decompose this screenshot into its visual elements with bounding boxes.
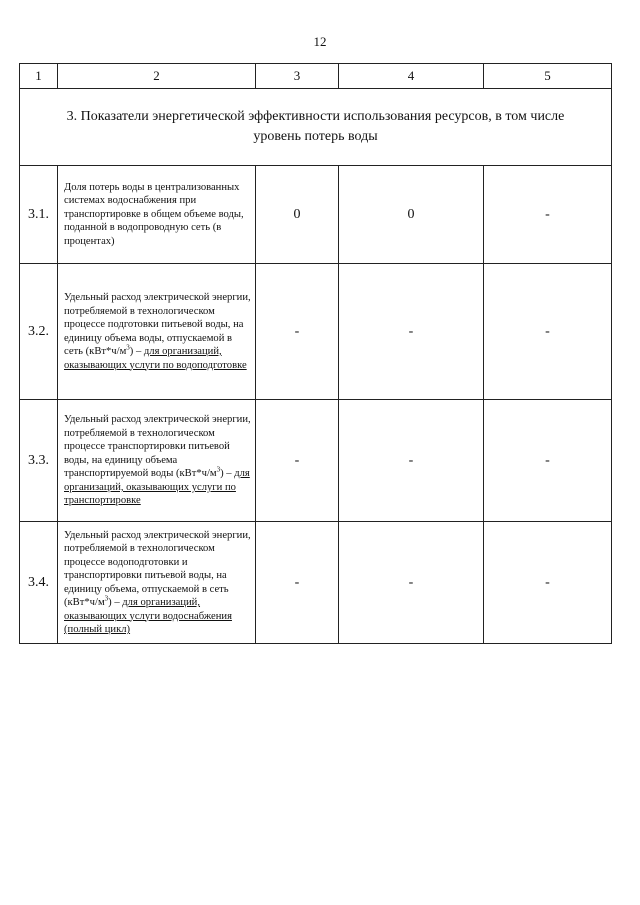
table-row <box>20 400 612 522</box>
table-row <box>20 522 612 644</box>
header-cell-1: 1 <box>20 64 58 89</box>
page-number: 12 <box>313 34 327 49</box>
indicators-table <box>19 63 612 644</box>
header-cell-2: 2 <box>58 64 256 89</box>
section-title <box>20 89 612 166</box>
table-row <box>20 264 612 400</box>
value-col-5: - <box>484 166 612 264</box>
value-col-3: - <box>256 264 339 400</box>
description-text: Удельный расход электрической энергии, потребляемой в технологическом процессе подготовки питьевой воды, на единицу объема воды, отпускаемой в сеть (кВт*ч/м <box>64 292 251 357</box>
header-row <box>20 64 612 89</box>
row-description <box>58 264 256 400</box>
section-title-line-2: уровень потерь воды <box>253 129 378 144</box>
value-col-4: - <box>339 400 484 522</box>
header-cell-3: 3 <box>256 64 339 89</box>
section-title-line-1: 3. Показатели энергетической эффективности использования ресурсов, в том числе <box>66 109 565 124</box>
description-dash: ) – <box>220 468 235 480</box>
description-text: Удельный расход электрической энергии, потребляемой в технологическом процессе водоподготовки и транспортировки питьевой воды, на единицу объема, отпускаемой в сеть (кВт*ч/м <box>64 529 251 608</box>
row-description <box>58 166 256 264</box>
row-number: 3.3. <box>20 400 58 522</box>
description-text: Доля потерь воды в централизованных системах водоснабжения при транспортировке в общем объеме воды, поданной в водопроводную сеть (в процентах) <box>64 181 244 247</box>
header-cell-5: 5 <box>484 64 612 89</box>
description-underlined: для организаций, оказывающих услуги по водоподготовке <box>64 346 247 371</box>
value-col-5: - <box>484 522 612 644</box>
description-dash: ) – <box>129 346 144 357</box>
header-cell-4: 4 <box>339 64 484 89</box>
value-col-5: - <box>484 264 612 400</box>
value-col-3: - <box>256 400 339 522</box>
value-col-3: 0 <box>256 166 339 264</box>
unit-superscript: 3 <box>104 594 109 603</box>
description-underlined: для организаций, оказывающих услуги по транспортировке <box>64 468 250 507</box>
row-description <box>58 400 256 522</box>
description-underlined: для организаций, оказывающих услуги водоснабжения (полный цикл) <box>64 597 232 635</box>
unit-superscript: 3 <box>126 343 130 352</box>
row-number: 3.2. <box>20 264 58 400</box>
value-col-4: - <box>339 264 484 400</box>
value-col-3: - <box>256 522 339 644</box>
table-row <box>20 166 612 264</box>
unit-superscript: 3 <box>216 465 221 474</box>
section-title-row <box>20 89 612 166</box>
value-col-4: - <box>339 522 484 644</box>
value-col-4: 0 <box>339 166 484 264</box>
description-dash: ) – <box>108 597 123 608</box>
row-number: 3.4. <box>20 522 58 644</box>
row-description <box>58 522 256 644</box>
row-number: 3.1. <box>20 166 58 264</box>
value-col-5: - <box>484 400 612 522</box>
description-text: Удельный расход электрической энергии, потребляемой в технологическом процессе транспортировки питьевой воды, на единицу объема транспортируемой воды (кВт*ч/м <box>64 414 251 480</box>
